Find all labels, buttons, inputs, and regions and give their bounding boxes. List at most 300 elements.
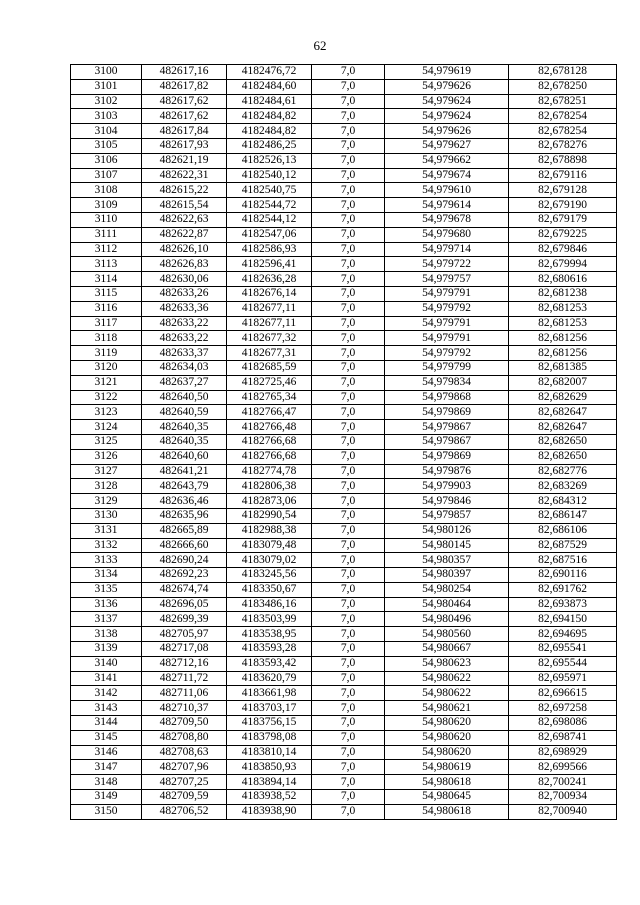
table-cell: 3119 xyxy=(71,346,142,361)
table-cell: 4182766,47 xyxy=(227,405,312,420)
table-cell: 3147 xyxy=(71,760,142,775)
table-cell: 482626,10 xyxy=(142,242,227,257)
table-cell: 54,979857 xyxy=(385,508,509,523)
table-cell: 7,0 xyxy=(312,582,385,597)
table-cell: 3138 xyxy=(71,627,142,642)
table-cell: 4183798,08 xyxy=(227,730,312,745)
table-row xyxy=(71,686,617,701)
table-cell: 4182766,68 xyxy=(227,434,312,449)
table-cell: 82,679225 xyxy=(509,227,617,242)
table-cell: 4183938,52 xyxy=(227,790,312,805)
table-cell: 3103 xyxy=(71,109,142,124)
table-row xyxy=(71,538,617,553)
table-cell: 82,679128 xyxy=(509,183,617,198)
table-row xyxy=(71,316,617,331)
table-row xyxy=(71,745,617,760)
table-cell: 82,698929 xyxy=(509,745,617,760)
table-cell: 54,979662 xyxy=(385,153,509,168)
table-row xyxy=(71,183,617,198)
table-cell: 482626,83 xyxy=(142,257,227,272)
table-cell: 4182685,59 xyxy=(227,360,312,375)
table-cell: 482708,80 xyxy=(142,730,227,745)
table-row xyxy=(71,790,617,805)
table-cell: 82,686106 xyxy=(509,523,617,538)
table-cell: 7,0 xyxy=(312,272,385,287)
table-cell: 82,681256 xyxy=(509,346,617,361)
table-cell: 54,980357 xyxy=(385,553,509,568)
table-cell: 54,980622 xyxy=(385,686,509,701)
table-cell: 4182636,28 xyxy=(227,272,312,287)
table-cell: 54,980620 xyxy=(385,745,509,760)
table-row xyxy=(71,597,617,612)
table-cell: 54,979868 xyxy=(385,390,509,405)
table-cell: 482696,05 xyxy=(142,597,227,612)
table-cell: 482690,24 xyxy=(142,553,227,568)
table-cell: 7,0 xyxy=(312,375,385,390)
table-cell: 482633,37 xyxy=(142,346,227,361)
table-cell: 7,0 xyxy=(312,671,385,686)
table-cell: 4183620,79 xyxy=(227,671,312,686)
table-cell: 82,691762 xyxy=(509,582,617,597)
table-cell: 82,681385 xyxy=(509,360,617,375)
table-row xyxy=(71,94,617,109)
table-cell: 4183245,56 xyxy=(227,568,312,583)
table-cell: 482617,93 xyxy=(142,138,227,153)
table-cell: 482640,59 xyxy=(142,405,227,420)
table-cell: 82,678254 xyxy=(509,124,617,139)
table-cell: 7,0 xyxy=(312,405,385,420)
table-row xyxy=(71,138,617,153)
table-row xyxy=(71,730,617,745)
table-cell: 482635,96 xyxy=(142,508,227,523)
table-cell: 4182677,32 xyxy=(227,331,312,346)
table-cell: 3115 xyxy=(71,286,142,301)
table-cell: 482640,35 xyxy=(142,434,227,449)
table-cell: 3141 xyxy=(71,671,142,686)
table-cell: 4182596,41 xyxy=(227,257,312,272)
table-cell: 3143 xyxy=(71,701,142,716)
table-cell: 482706,52 xyxy=(142,804,227,819)
coordinates-table-body xyxy=(71,65,617,820)
table-row xyxy=(71,568,617,583)
table-cell: 4182484,82 xyxy=(227,109,312,124)
table-cell: 7,0 xyxy=(312,124,385,139)
table-cell: 7,0 xyxy=(312,804,385,819)
table-cell: 82,687529 xyxy=(509,538,617,553)
table-cell: 3112 xyxy=(71,242,142,257)
table-cell: 4182806,38 xyxy=(227,479,312,494)
table-cell: 482692,23 xyxy=(142,568,227,583)
table-cell: 4182725,46 xyxy=(227,375,312,390)
table-cell: 7,0 xyxy=(312,198,385,213)
table-row xyxy=(71,331,617,346)
table-cell: 7,0 xyxy=(312,701,385,716)
table-cell: 3150 xyxy=(71,804,142,819)
table-cell: 7,0 xyxy=(312,730,385,745)
table-cell: 4183938,90 xyxy=(227,804,312,819)
table-cell: 54,980622 xyxy=(385,671,509,686)
table-cell: 482637,27 xyxy=(142,375,227,390)
table-row xyxy=(71,434,617,449)
table-cell: 4182766,48 xyxy=(227,420,312,435)
table-cell: 82,678254 xyxy=(509,109,617,124)
table-cell: 7,0 xyxy=(312,212,385,227)
table-cell: 7,0 xyxy=(312,553,385,568)
table-cell: 82,696615 xyxy=(509,686,617,701)
table-cell: 3111 xyxy=(71,227,142,242)
table-cell: 4182484,82 xyxy=(227,124,312,139)
table-row xyxy=(71,494,617,509)
table-cell: 3130 xyxy=(71,508,142,523)
table-cell: 82,678898 xyxy=(509,153,617,168)
table-cell: 54,979627 xyxy=(385,138,509,153)
table-cell: 4182676,14 xyxy=(227,286,312,301)
table-cell: 482633,36 xyxy=(142,301,227,316)
table-cell: 482621,19 xyxy=(142,153,227,168)
table-cell: 482707,25 xyxy=(142,775,227,790)
table-cell: 482615,54 xyxy=(142,198,227,213)
table-cell: 7,0 xyxy=(312,420,385,435)
table-cell: 4182774,78 xyxy=(227,464,312,479)
table-cell: 54,980618 xyxy=(385,775,509,790)
table-cell: 82,679994 xyxy=(509,257,617,272)
table-cell: 7,0 xyxy=(312,65,385,80)
table-row xyxy=(71,508,617,523)
table-cell: 82,682650 xyxy=(509,434,617,449)
table-row xyxy=(71,65,617,80)
table-cell: 7,0 xyxy=(312,464,385,479)
table-cell: 7,0 xyxy=(312,716,385,731)
table-cell: 3136 xyxy=(71,597,142,612)
table-cell: 4182540,12 xyxy=(227,168,312,183)
table-cell: 3120 xyxy=(71,360,142,375)
table-cell: 7,0 xyxy=(312,168,385,183)
table-cell: 82,695544 xyxy=(509,656,617,671)
table-cell: 482665,89 xyxy=(142,523,227,538)
table-cell: 4182476,72 xyxy=(227,65,312,80)
table-row xyxy=(71,582,617,597)
table-cell: 54,979791 xyxy=(385,286,509,301)
table-cell: 54,979869 xyxy=(385,449,509,464)
table-row xyxy=(71,375,617,390)
table-cell: 4183503,99 xyxy=(227,612,312,627)
table-row xyxy=(71,168,617,183)
table-cell: 4183593,42 xyxy=(227,656,312,671)
table-cell: 3102 xyxy=(71,94,142,109)
table-cell: 82,679116 xyxy=(509,168,617,183)
table-cell: 7,0 xyxy=(312,301,385,316)
table-cell: 3122 xyxy=(71,390,142,405)
table-row xyxy=(71,124,617,139)
table-cell: 3105 xyxy=(71,138,142,153)
table-cell: 482636,46 xyxy=(142,494,227,509)
table-cell: 7,0 xyxy=(312,745,385,760)
table-cell: 7,0 xyxy=(312,286,385,301)
table-cell: 3133 xyxy=(71,553,142,568)
table-cell: 3139 xyxy=(71,642,142,657)
table-cell: 54,979680 xyxy=(385,227,509,242)
table-cell: 482617,16 xyxy=(142,65,227,80)
table-cell: 482617,82 xyxy=(142,79,227,94)
table-cell: 482630,06 xyxy=(142,272,227,287)
table-cell: 3114 xyxy=(71,272,142,287)
table-cell: 482643,79 xyxy=(142,479,227,494)
table-cell: 82,679846 xyxy=(509,242,617,257)
table-cell: 3142 xyxy=(71,686,142,701)
table-cell: 54,979714 xyxy=(385,242,509,257)
table-cell: 482640,35 xyxy=(142,420,227,435)
table-cell: 7,0 xyxy=(312,775,385,790)
table-cell: 54,979610 xyxy=(385,183,509,198)
table-cell: 54,980464 xyxy=(385,597,509,612)
table-cell: 7,0 xyxy=(312,79,385,94)
table-row xyxy=(71,360,617,375)
table-cell: 7,0 xyxy=(312,568,385,583)
table-row xyxy=(71,242,617,257)
table-cell: 4183538,95 xyxy=(227,627,312,642)
table-cell: 82,682629 xyxy=(509,390,617,405)
table-row xyxy=(71,405,617,420)
table-cell: 3113 xyxy=(71,257,142,272)
table-cell: 482641,21 xyxy=(142,464,227,479)
table-cell: 4182765,34 xyxy=(227,390,312,405)
table-cell: 482640,50 xyxy=(142,390,227,405)
table-cell: 4182544,12 xyxy=(227,212,312,227)
table-cell: 3140 xyxy=(71,656,142,671)
table-cell: 3108 xyxy=(71,183,142,198)
table-cell: 482717,08 xyxy=(142,642,227,657)
table-cell: 54,979869 xyxy=(385,405,509,420)
table-cell: 7,0 xyxy=(312,686,385,701)
table-cell: 3118 xyxy=(71,331,142,346)
table-cell: 54,980496 xyxy=(385,612,509,627)
table-cell: 3132 xyxy=(71,538,142,553)
table-cell: 7,0 xyxy=(312,138,385,153)
table-cell: 3110 xyxy=(71,212,142,227)
table-cell: 54,979876 xyxy=(385,464,509,479)
table-row xyxy=(71,153,617,168)
table-cell: 82,682650 xyxy=(509,449,617,464)
table-row xyxy=(71,627,617,642)
table-cell: 3127 xyxy=(71,464,142,479)
table-cell: 4182766,68 xyxy=(227,449,312,464)
table-cell: 82,684312 xyxy=(509,494,617,509)
table-cell: 82,699566 xyxy=(509,760,617,775)
table-cell: 54,979624 xyxy=(385,94,509,109)
table-cell: 54,979757 xyxy=(385,272,509,287)
table-cell: 4183850,93 xyxy=(227,760,312,775)
table-cell: 7,0 xyxy=(312,656,385,671)
table-cell: 7,0 xyxy=(312,316,385,331)
table-cell: 82,700241 xyxy=(509,775,617,790)
table-cell: 482666,60 xyxy=(142,538,227,553)
table-row xyxy=(71,612,617,627)
table-row xyxy=(71,464,617,479)
table-cell: 82,680616 xyxy=(509,272,617,287)
table-cell: 82,686147 xyxy=(509,508,617,523)
table-cell: 3121 xyxy=(71,375,142,390)
table-cell: 82,678251 xyxy=(509,94,617,109)
table-cell: 82,687516 xyxy=(509,553,617,568)
table-cell: 482709,59 xyxy=(142,790,227,805)
table-cell: 82,678128 xyxy=(509,65,617,80)
table-cell: 82,681256 xyxy=(509,331,617,346)
table-cell: 54,979678 xyxy=(385,212,509,227)
table-cell: 7,0 xyxy=(312,494,385,509)
table-cell: 82,698741 xyxy=(509,730,617,745)
table-cell: 3149 xyxy=(71,790,142,805)
table-cell: 7,0 xyxy=(312,109,385,124)
table-cell: 82,698086 xyxy=(509,716,617,731)
table-row xyxy=(71,227,617,242)
table-cell: 4183079,02 xyxy=(227,553,312,568)
table-cell: 3100 xyxy=(71,65,142,80)
table-cell: 4182486,25 xyxy=(227,138,312,153)
table-row xyxy=(71,671,617,686)
table-cell: 82,700940 xyxy=(509,804,617,819)
table-cell: 7,0 xyxy=(312,360,385,375)
table-cell: 482707,96 xyxy=(142,760,227,775)
table-cell: 3137 xyxy=(71,612,142,627)
table-cell: 54,980145 xyxy=(385,538,509,553)
table-cell: 7,0 xyxy=(312,449,385,464)
table-cell: 82,681253 xyxy=(509,316,617,331)
table-cell: 54,980620 xyxy=(385,730,509,745)
table-cell: 482617,62 xyxy=(142,109,227,124)
table-cell: 482708,63 xyxy=(142,745,227,760)
table-cell: 82,679179 xyxy=(509,212,617,227)
table-cell: 3126 xyxy=(71,449,142,464)
table-cell: 4183703,17 xyxy=(227,701,312,716)
table-cell: 54,979791 xyxy=(385,331,509,346)
table-cell: 3125 xyxy=(71,434,142,449)
table-cell: 7,0 xyxy=(312,508,385,523)
table-cell: 82,681238 xyxy=(509,286,617,301)
table-cell: 4183756,15 xyxy=(227,716,312,731)
table-cell: 4182484,60 xyxy=(227,79,312,94)
table-cell: 7,0 xyxy=(312,760,385,775)
table-row xyxy=(71,716,617,731)
table-cell: 7,0 xyxy=(312,523,385,538)
table-cell: 54,980619 xyxy=(385,760,509,775)
table-cell: 54,979619 xyxy=(385,65,509,80)
table-cell: 4182677,11 xyxy=(227,316,312,331)
table-cell: 4182873,06 xyxy=(227,494,312,509)
table-row xyxy=(71,479,617,494)
table-cell: 4182526,13 xyxy=(227,153,312,168)
table-row xyxy=(71,198,617,213)
table-cell: 4182484,61 xyxy=(227,94,312,109)
table-cell: 482633,26 xyxy=(142,286,227,301)
table-cell: 482710,37 xyxy=(142,701,227,716)
table-row xyxy=(71,212,617,227)
table-cell: 3123 xyxy=(71,405,142,420)
table-cell: 82,678276 xyxy=(509,138,617,153)
table-cell: 82,681253 xyxy=(509,301,617,316)
table-cell: 82,693873 xyxy=(509,597,617,612)
table-cell: 4182677,11 xyxy=(227,301,312,316)
table-row xyxy=(71,775,617,790)
table-row xyxy=(71,272,617,287)
table-row xyxy=(71,301,617,316)
table-cell: 7,0 xyxy=(312,242,385,257)
table-cell: 482711,72 xyxy=(142,671,227,686)
table-row xyxy=(71,523,617,538)
table-cell: 3129 xyxy=(71,494,142,509)
table-row xyxy=(71,286,617,301)
table-cell: 82,700934 xyxy=(509,790,617,805)
table-cell: 7,0 xyxy=(312,346,385,361)
table-cell: 54,979614 xyxy=(385,198,509,213)
table-cell: 482705,97 xyxy=(142,627,227,642)
table-cell: 7,0 xyxy=(312,479,385,494)
table-cell: 482633,22 xyxy=(142,331,227,346)
table-cell: 3146 xyxy=(71,745,142,760)
table-cell: 4183810,14 xyxy=(227,745,312,760)
table-cell: 54,979846 xyxy=(385,494,509,509)
table-cell: 7,0 xyxy=(312,597,385,612)
table-row xyxy=(71,390,617,405)
table-cell: 482711,06 xyxy=(142,686,227,701)
table-cell: 54,980623 xyxy=(385,656,509,671)
table-cell: 482622,87 xyxy=(142,227,227,242)
table-cell: 482617,62 xyxy=(142,94,227,109)
table-cell: 82,695971 xyxy=(509,671,617,686)
table-row xyxy=(71,642,617,657)
table-cell: 7,0 xyxy=(312,331,385,346)
page-number: 62 xyxy=(313,38,327,53)
table-cell: 7,0 xyxy=(312,538,385,553)
table-cell: 54,980667 xyxy=(385,642,509,657)
table-cell: 3109 xyxy=(71,198,142,213)
table-cell: 3144 xyxy=(71,716,142,731)
table-cell: 3107 xyxy=(71,168,142,183)
table-row xyxy=(71,109,617,124)
table-row xyxy=(71,656,617,671)
table-cell: 7,0 xyxy=(312,790,385,805)
table-cell: 4183661,98 xyxy=(227,686,312,701)
table-cell: 3106 xyxy=(71,153,142,168)
table-row xyxy=(71,79,617,94)
table-cell: 7,0 xyxy=(312,227,385,242)
table-cell: 82,690116 xyxy=(509,568,617,583)
table-cell: 54,979834 xyxy=(385,375,509,390)
table-cell: 7,0 xyxy=(312,390,385,405)
table-cell: 3101 xyxy=(71,79,142,94)
table-cell: 482633,22 xyxy=(142,316,227,331)
table-cell: 3131 xyxy=(71,523,142,538)
table-cell: 54,980645 xyxy=(385,790,509,805)
table-cell: 3117 xyxy=(71,316,142,331)
table-cell: 4182586,93 xyxy=(227,242,312,257)
table-cell: 82,697258 xyxy=(509,701,617,716)
table-cell: 3104 xyxy=(71,124,142,139)
table-cell: 54,980254 xyxy=(385,582,509,597)
table-cell: 82,682647 xyxy=(509,405,617,420)
table-cell: 482622,31 xyxy=(142,168,227,183)
table-cell: 4182990,54 xyxy=(227,508,312,523)
table-cell: 54,979867 xyxy=(385,420,509,435)
table-row xyxy=(71,420,617,435)
table-row xyxy=(71,701,617,716)
table-cell: 7,0 xyxy=(312,257,385,272)
table-cell: 4182547,06 xyxy=(227,227,312,242)
table-row xyxy=(71,760,617,775)
table-cell: 4182544,72 xyxy=(227,198,312,213)
table-cell: 482699,39 xyxy=(142,612,227,627)
table-cell: 54,979674 xyxy=(385,168,509,183)
table-cell: 7,0 xyxy=(312,642,385,657)
